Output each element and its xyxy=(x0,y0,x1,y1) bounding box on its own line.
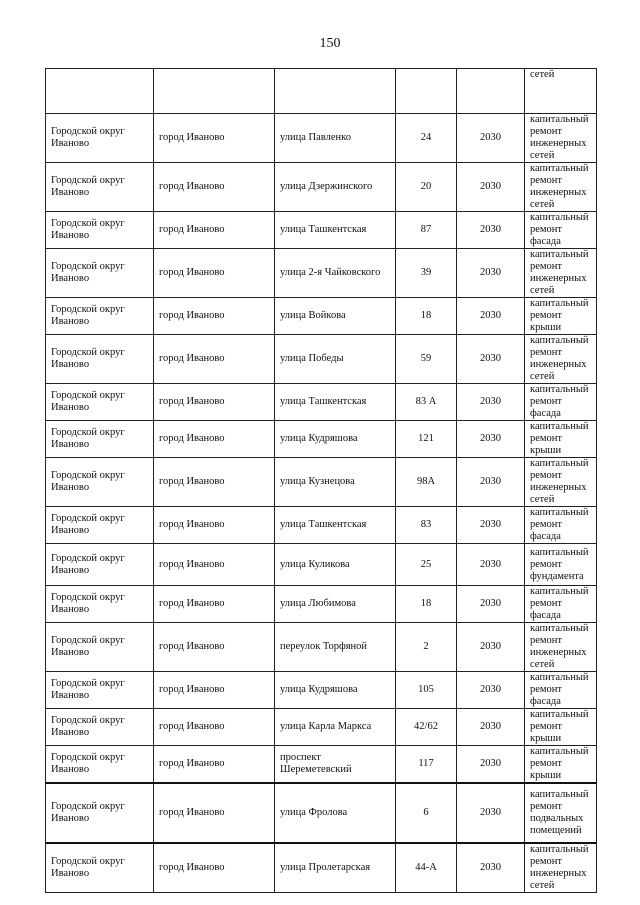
table-row xyxy=(46,746,597,784)
settlement-cell: город Иваново xyxy=(154,421,275,458)
year-cell: 2030 xyxy=(457,623,525,672)
house-number-cell: 44-А xyxy=(396,843,457,893)
table-body xyxy=(46,69,597,893)
work-type-cell: капитальный ремонт фундамента xyxy=(525,544,597,586)
table-row xyxy=(46,421,597,458)
house-number-cell: 20 xyxy=(396,163,457,212)
municipality-cell: Городской округ Иваново xyxy=(46,709,154,746)
street-cell: улица Пролетарская xyxy=(275,843,396,893)
house-number-cell: 2 xyxy=(396,623,457,672)
street-cell: улица Дзержинского xyxy=(275,163,396,212)
year-cell: 2030 xyxy=(457,249,525,298)
municipality-cell: Городской округ Иваново xyxy=(46,672,154,709)
house-number-cell: 98А xyxy=(396,458,457,507)
year-cell: 2030 xyxy=(457,507,525,544)
street-cell: улица Кудряшова xyxy=(275,421,396,458)
municipality-cell: Городской округ Иваново xyxy=(46,249,154,298)
year-cell: 2030 xyxy=(457,586,525,623)
work-type-cell: капитальный ремонт инженерных сетей xyxy=(525,623,597,672)
year-cell: 2030 xyxy=(457,163,525,212)
municipality-cell: Городской округ Иваново xyxy=(46,586,154,623)
settlement-cell: город Иваново xyxy=(154,586,275,623)
table-row xyxy=(46,507,597,544)
street-cell: улица Кузнецова xyxy=(275,458,396,507)
house-number-cell: 87 xyxy=(396,212,457,249)
house-number-cell: 6 xyxy=(396,783,457,843)
municipality-cell: Городской округ Иваново xyxy=(46,212,154,249)
street-cell: улица Победы xyxy=(275,335,396,384)
work-type-cell: капитальный ремонт инженерных сетей xyxy=(525,249,597,298)
work-type-cell: капитальный ремонт инженерных сетей xyxy=(525,163,597,212)
house-number-cell: 25 xyxy=(396,544,457,586)
work-type-cell: капитальный ремонт фасада xyxy=(525,672,597,709)
house-number-cell: 117 xyxy=(396,746,457,784)
street-cell xyxy=(275,69,396,114)
settlement-cell: город Иваново xyxy=(154,249,275,298)
street-cell: улица Куликова xyxy=(275,544,396,586)
year-cell: 2030 xyxy=(457,672,525,709)
street-cell: переулок Торфяной xyxy=(275,623,396,672)
municipality-cell: Городской округ Иваново xyxy=(46,384,154,421)
table-row xyxy=(46,623,597,672)
municipality-cell: Городской округ Иваново xyxy=(46,746,154,784)
settlement-cell xyxy=(154,69,275,114)
municipality-cell: Городской округ Иваново xyxy=(46,843,154,893)
table-row xyxy=(46,709,597,746)
settlement-cell: город Иваново xyxy=(154,335,275,384)
house-number-cell: 18 xyxy=(396,586,457,623)
settlement-cell: город Иваново xyxy=(154,623,275,672)
house-number-cell: 59 xyxy=(396,335,457,384)
year-cell: 2030 xyxy=(457,746,525,784)
table-row xyxy=(46,544,597,586)
table-row xyxy=(46,114,597,163)
year-cell: 2030 xyxy=(457,298,525,335)
capital-repair-table xyxy=(45,68,597,893)
municipality-cell: Городской округ Иваново xyxy=(46,623,154,672)
work-type-cell: капитальный ремонт инженерных сетей xyxy=(525,843,597,893)
street-cell: улица 2-я Чайковского xyxy=(275,249,396,298)
house-number-cell: 105 xyxy=(396,672,457,709)
settlement-cell: город Иваново xyxy=(154,544,275,586)
house-number-cell: 18 xyxy=(396,298,457,335)
work-type-cell: капитальный ремонт крыши xyxy=(525,746,597,784)
work-type-cell: капитальный ремонт инженерных сетей xyxy=(525,335,597,384)
table-row xyxy=(46,249,597,298)
year-cell: 2030 xyxy=(457,458,525,507)
table-row xyxy=(46,384,597,421)
year-cell: 2030 xyxy=(457,709,525,746)
work-type-cell: капитальный ремонт крыши xyxy=(525,421,597,458)
table-row xyxy=(46,335,597,384)
settlement-cell: город Иваново xyxy=(154,783,275,843)
year-cell: 2030 xyxy=(457,212,525,249)
settlement-cell: город Иваново xyxy=(154,507,275,544)
house-number-cell: 39 xyxy=(396,249,457,298)
street-cell: улица Фролова xyxy=(275,783,396,843)
work-type-cell: капитальный ремонт фасада xyxy=(525,384,597,421)
work-type-cell: капитальный ремонт подвальных помещений xyxy=(525,783,597,843)
work-type-cell: капитальный ремонт фасада xyxy=(525,507,597,544)
municipality-cell: Городской округ Иваново xyxy=(46,163,154,212)
table-row xyxy=(46,843,597,893)
table-row xyxy=(46,163,597,212)
table-row-continuation xyxy=(46,69,597,114)
house-number-cell: 83 xyxy=(396,507,457,544)
settlement-cell: город Иваново xyxy=(154,709,275,746)
year-cell: 2030 xyxy=(457,384,525,421)
year-cell: 2030 xyxy=(457,335,525,384)
municipality-cell: Городской округ Иваново xyxy=(46,298,154,335)
settlement-cell: город Иваново xyxy=(154,672,275,709)
table-row xyxy=(46,212,597,249)
work-type-cell: капитальный ремонт крыши xyxy=(525,298,597,335)
year-cell: 2030 xyxy=(457,421,525,458)
table-row xyxy=(46,458,597,507)
table-row xyxy=(46,586,597,623)
house-number-cell: 24 xyxy=(396,114,457,163)
page-number: 150 xyxy=(319,36,341,51)
street-cell: улица Любимова xyxy=(275,586,396,623)
year-cell: 2030 xyxy=(457,843,525,893)
settlement-cell: город Иваново xyxy=(154,843,275,893)
settlement-cell: город Иваново xyxy=(154,163,275,212)
settlement-cell: город Иваново xyxy=(154,384,275,421)
settlement-cell: город Иваново xyxy=(154,298,275,335)
street-cell: улица Ташкентская xyxy=(275,507,396,544)
street-cell: улица Кудряшова xyxy=(275,672,396,709)
work-type-cell: капитальный ремонт фасада xyxy=(525,586,597,623)
street-cell: улица Карла Маркса xyxy=(275,709,396,746)
house-number-cell: 42/62 xyxy=(396,709,457,746)
house-number-cell: 83 А xyxy=(396,384,457,421)
work-type-cell: капитальный ремонт инженерных сетей xyxy=(525,458,597,507)
municipality-cell: Городской округ Иваново xyxy=(46,421,154,458)
work-type-cell: сетей xyxy=(525,69,597,114)
year-cell: 2030 xyxy=(457,114,525,163)
house-cell xyxy=(396,69,457,114)
year-cell: 2030 xyxy=(457,544,525,586)
settlement-cell: город Иваново xyxy=(154,114,275,163)
municipality-cell: Городской округ Иваново xyxy=(46,507,154,544)
municipality-cell: Городской округ Иваново xyxy=(46,783,154,843)
settlement-cell: город Иваново xyxy=(154,212,275,249)
street-cell: улица Ташкентская xyxy=(275,212,396,249)
municipality-cell: Городской округ Иваново xyxy=(46,335,154,384)
street-cell: улица Ташкентская xyxy=(275,384,396,421)
table-row xyxy=(46,783,597,843)
year-cell: 2030 xyxy=(457,783,525,843)
work-type-cell: капитальный ремонт фасада xyxy=(525,212,597,249)
municipality-cell: Городской округ Иваново xyxy=(46,114,154,163)
year-cell xyxy=(457,69,525,114)
work-type-cell: капитальный ремонт инженерных сетей xyxy=(525,114,597,163)
work-type-cell: капитальный ремонт крыши xyxy=(525,709,597,746)
street-cell: улица Павленко xyxy=(275,114,396,163)
settlement-cell: город Иваново xyxy=(154,746,275,784)
table-row xyxy=(46,298,597,335)
municipality-cell: Городской округ Иваново xyxy=(46,458,154,507)
settlement-cell: город Иваново xyxy=(154,458,275,507)
municipality-cell: Городской округ Иваново xyxy=(46,544,154,586)
street-cell: проспект Шереметевский xyxy=(275,746,396,784)
municipality-cell xyxy=(46,69,154,114)
street-cell: улица Войкова xyxy=(275,298,396,335)
house-number-cell: 121 xyxy=(396,421,457,458)
table-row xyxy=(46,672,597,709)
